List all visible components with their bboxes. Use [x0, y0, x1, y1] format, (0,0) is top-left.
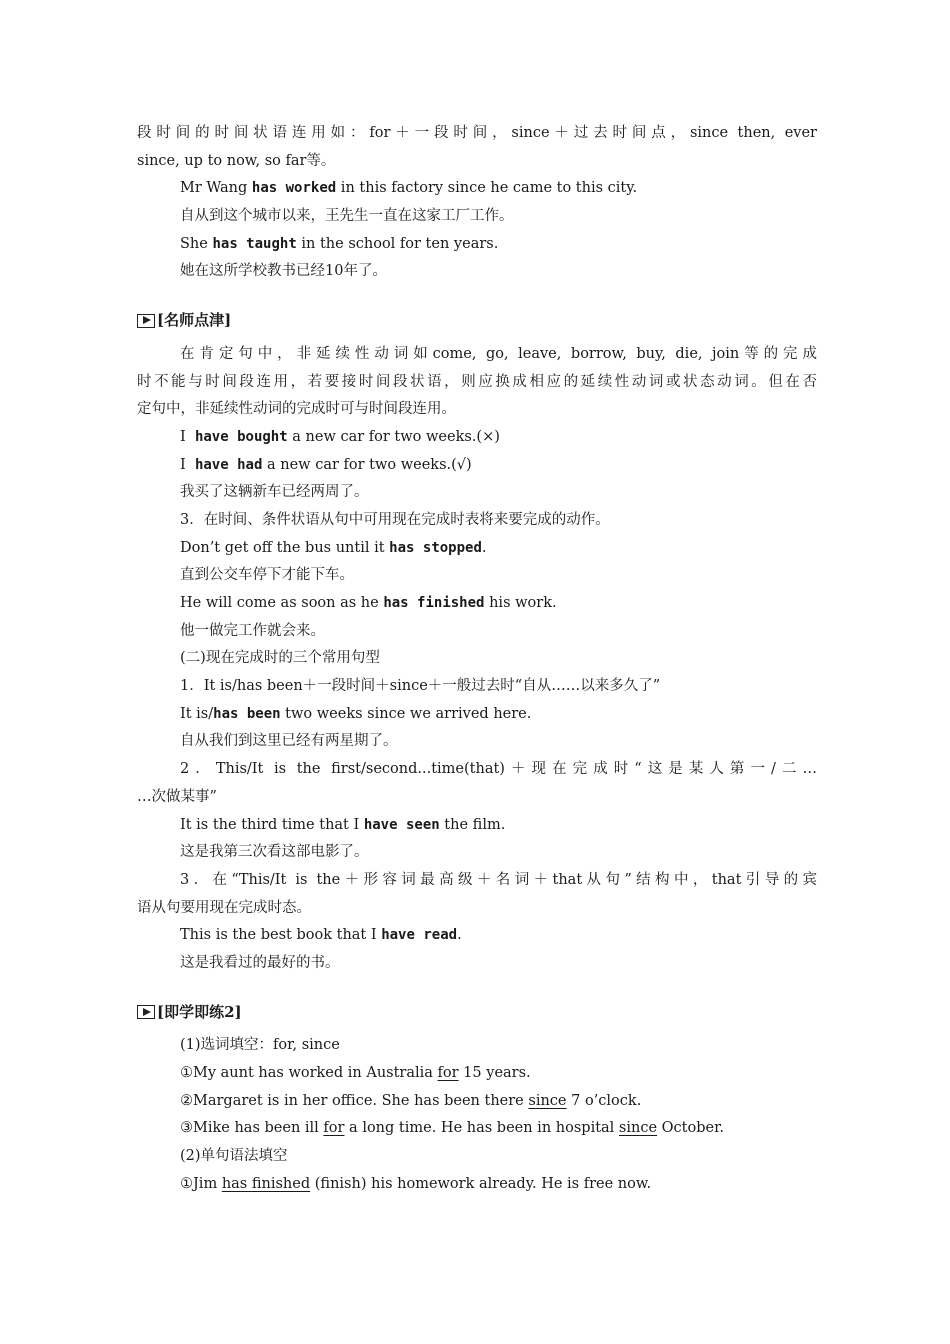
- exercise-item: ①My aunt has worked in Australia for 15 years.: [180, 1065, 531, 1081]
- example-right: I have had a new car for two weeks.(√): [180, 456, 472, 473]
- example-sentence: She has taught in the school for ten years.: [180, 235, 499, 252]
- highlighted-verb: has been: [213, 705, 281, 722]
- subsection-title: (二)现在完成时的三个常用句型: [180, 650, 380, 667]
- exercise-item: ③Mike has been ill for a long time. He has been in hospital since October.: [180, 1120, 725, 1137]
- example-translation: 直到公交车停下才能下车。: [180, 567, 354, 584]
- pattern-title-cont: 语从句要用现在完成时态。: [137, 899, 311, 916]
- pattern-title-cont: …次做某事”: [137, 788, 217, 805]
- example-translation: 她在这所学校教书已经10年了。: [180, 263, 387, 280]
- highlighted-verb: has stopped: [389, 539, 482, 556]
- paragraph-line: 在肯定句中，非延续性动词如come, go, leave, borrow, buy, die, join等的完成: [180, 345, 817, 362]
- section-heading-practice: [即学即练2]: [137, 999, 817, 1027]
- play-box-icon: [137, 314, 155, 328]
- answer-blank: since: [618, 1120, 658, 1137]
- play-box-icon: [137, 1005, 155, 1019]
- highlighted-verb: has finished: [383, 595, 485, 611]
- highlighted-verb: has worked: [251, 180, 337, 197]
- example-translation: 这是我第三次看这部电影了。: [180, 844, 369, 861]
- example-sentence: It is the third time that I have seen the film.: [180, 816, 506, 833]
- section-heading-tips: [名师点津]: [137, 307, 817, 335]
- example-sentence: Mr Wang has worked in this factory since he came to this city.: [180, 180, 638, 197]
- pattern-title: 2．This/It is the first/second...time(that)＋现在完成时“这是某人第一/二…: [180, 761, 817, 778]
- answer-blank: for: [323, 1120, 345, 1137]
- answer-blank: since: [528, 1092, 567, 1109]
- example-translation: 这是我看过的最好的书。: [180, 954, 340, 971]
- example-sentence: Don’t get off the bus until it has stopped.: [180, 539, 487, 556]
- exercise-item: ②Margaret is in her office. She has been there since 7 o’clock.: [180, 1092, 642, 1109]
- example-sentence: This is the best book that I have read.: [180, 927, 462, 944]
- answer-blank: has finished: [221, 1175, 311, 1192]
- highlighted-verb: have bought: [194, 428, 288, 445]
- exercise-item: ①Jim has finished (finish) his homework already. He is free now.: [180, 1175, 652, 1192]
- example-translation: 我买了这辆新车已经两周了。: [180, 484, 369, 501]
- example-wrong: I have bought a new car for two weeks.(×): [180, 428, 500, 445]
- point-title: 3．在时间、条件状语从句中可用现在完成时表将来要完成的动作。: [180, 511, 610, 528]
- highlighted-verb: have seen: [363, 816, 440, 833]
- example-sentence: It is/has been two weeks since we arrived here.: [180, 705, 532, 722]
- example-sentence: He will come as soon as he has finished his work.: [180, 595, 557, 611]
- example-translation: 自从我们到这里已经有两星期了。: [180, 733, 398, 750]
- exercise-title: (2)单句语法填空: [180, 1148, 288, 1165]
- document-page: [137, 120, 817, 1198]
- highlighted-verb: have had: [194, 456, 263, 473]
- example-translation: 自从到这个城市以来，王先生一直在这家工厂工作。: [180, 208, 514, 225]
- paragraph-line: 时不能与时间段连用，若要接时间段状语，则应换成相应的延续性动词或状态动词。但在否: [137, 373, 817, 390]
- answer-blank: for: [437, 1065, 459, 1081]
- example-translation: 他一做完工作就会来。: [180, 622, 325, 639]
- exercise-title: (1)选词填空：for, since: [180, 1037, 340, 1054]
- paragraph-line: since, up to now, so far等。: [137, 152, 336, 169]
- pattern-title: 3．在“This/It is the＋形容词最高级＋名词＋that从句”结构中，that引导的宾: [180, 871, 817, 888]
- paragraph-line: 段时间的时间状语连用如：for＋一段时间，since＋过去时间点，since then, ever: [137, 125, 817, 141]
- highlighted-verb: has taught: [212, 235, 297, 252]
- pattern-title: 1．It is/has been＋一段时间＋since＋一般过去时“自从……以来多久了”: [180, 678, 661, 695]
- paragraph-line: 定句中，非延续性动词的完成时可与时间段连用。: [137, 401, 456, 418]
- highlighted-verb: have read: [381, 927, 458, 944]
